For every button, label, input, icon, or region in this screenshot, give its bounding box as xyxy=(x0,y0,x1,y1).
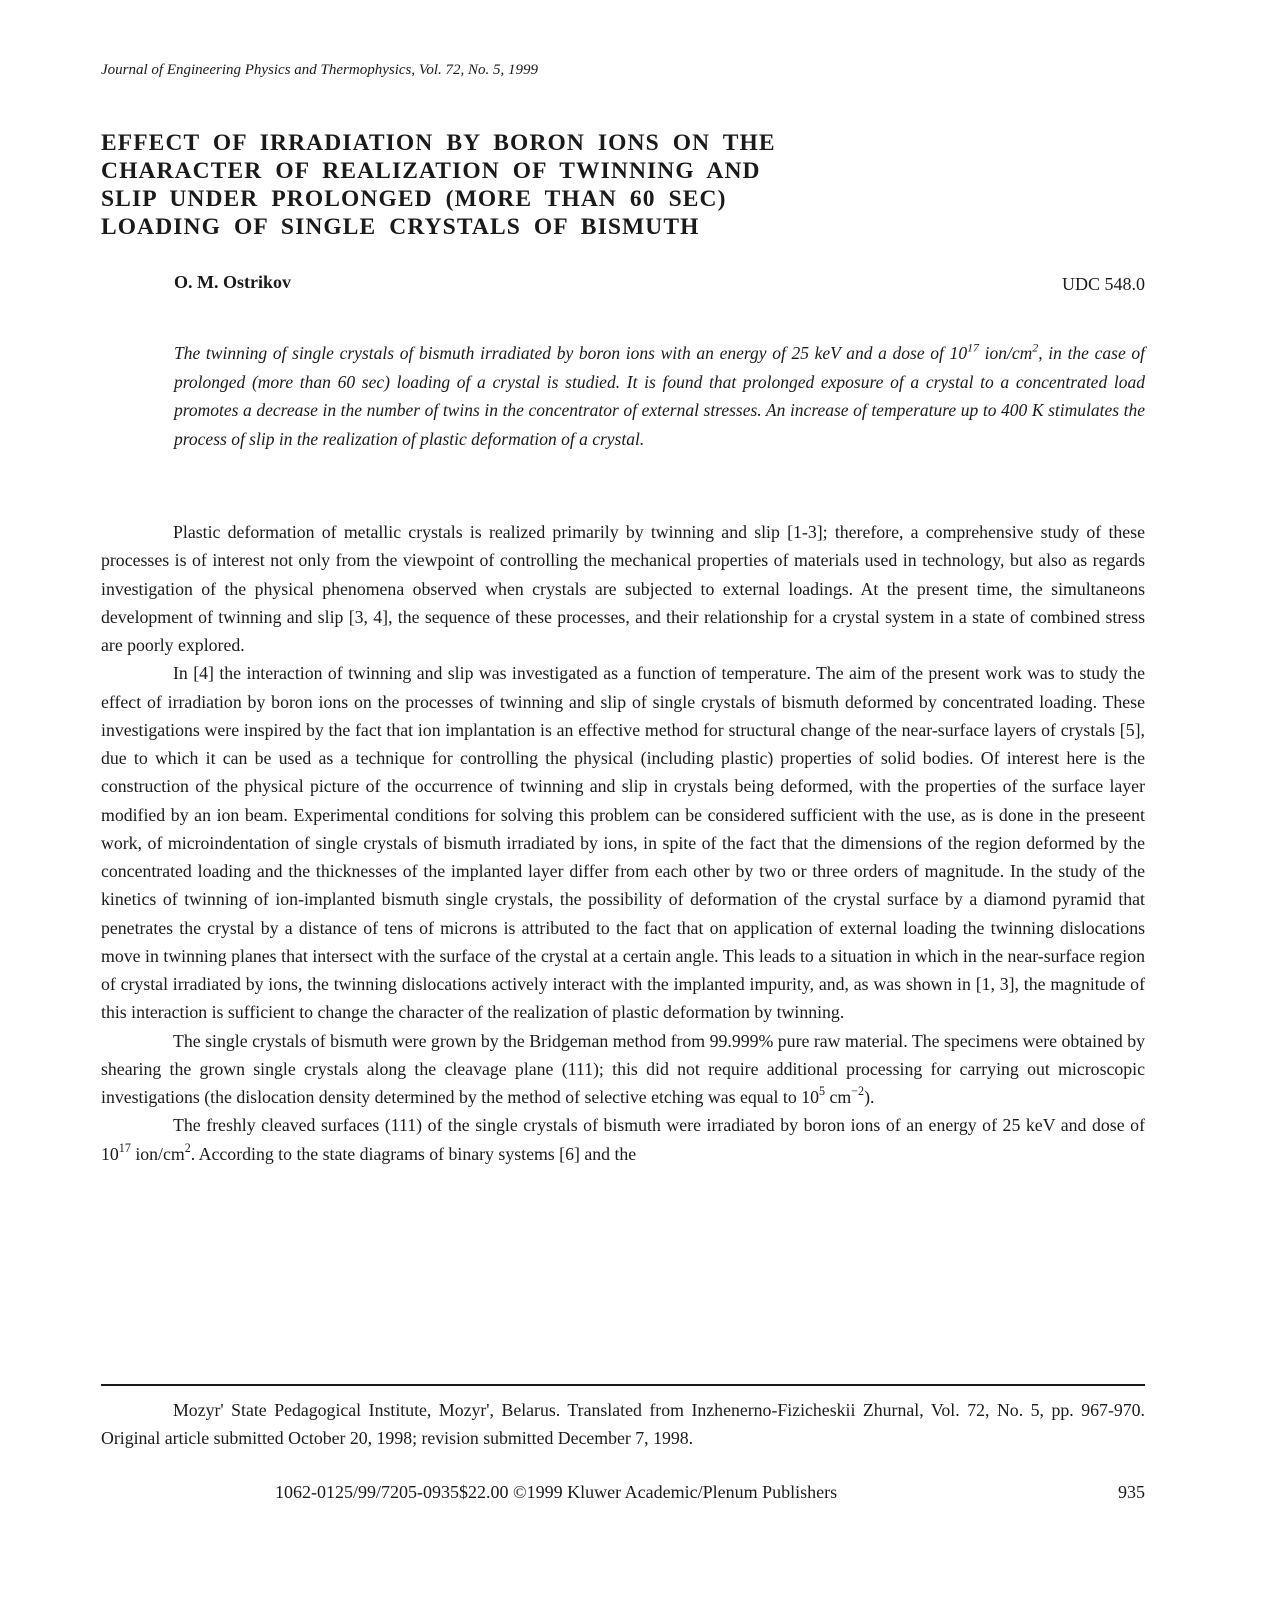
abstract-text: , in the case of prolonged (more than 60 sec) loading of a crystal is studied. It is found that prolonged exposure of a crystal to a concentrated load promotes a decrease in the number of twins in the concentrator of external stresses. An increase of temperature up to 400 K stimulates the process of slip in the realization of plastic deformation of a crystal. xyxy=(174,343,1145,449)
title-line: EFFECT OF IRRADIATION BY BORON IONS ON THE xyxy=(101,130,776,156)
superscript: 5 xyxy=(819,1084,826,1099)
copyright-line: 1062-0125/99/7205-0935$22.00 ©1999 Kluwer Academic/Plenum Publishers xyxy=(275,1482,838,1502)
abstract xyxy=(174,339,1145,453)
paragraph-text: ). xyxy=(864,1087,875,1107)
paragraph-text: . According to the state diagrams of binary systems [6] and the xyxy=(190,1143,637,1164)
page-number: 935 xyxy=(1118,1482,1145,1502)
body-paragraph xyxy=(101,1111,1145,1168)
affiliation-footnote: Mozyr' State Pedagogical Institute, Mozyr', Belarus. Translated from Inzhenerno-Fizicheskii Zhurnal, Vol. 72, No. 5, pp. 967-970. Original article submitted October 20, 1998; revision submitted December 7, 1998. xyxy=(101,1400,1145,1448)
title-line: SLIP UNDER PROLONGED (MORE THAN 60 SEC) xyxy=(101,186,727,212)
body-paragraph xyxy=(101,1027,1145,1112)
journal-citation: Journal of Engineering Physics and Thermophysics, Vol. 72, No. 5, 1999 xyxy=(101,62,539,78)
superscript: 2 xyxy=(1032,340,1039,355)
title-line: LOADING OF SINGLE CRYSTALS OF BISMUTH xyxy=(101,214,700,240)
paragraph-text: ion/cm xyxy=(130,1143,185,1164)
article-body xyxy=(101,518,1145,1168)
footnote-divider xyxy=(101,1384,1145,1386)
udc-code: UDC 548.0 xyxy=(1061,274,1145,294)
abstract-text: ion/cm xyxy=(978,343,1033,363)
superscript: 17 xyxy=(118,1140,131,1155)
body-paragraph: In [4] the interaction of twinning and slip was investigated as a function of temperature. The aim of the present work was to study the effect of irradiation by boron ions on the processes of twinning and slip of single crystals of bismuth deformed by concentrated loading. These investigations were inspired by the fact that ion implantation is an effective method for structural change of the near-surface layers of crystals [5], due to which it can be used as a technique for controlling the physical (including plastic) properties of solid bodies. Of interest here is the construction of the physical picture of the occurrence of twinning and slip in crystals being deformed, with the properties of the surface layer modified by an ion beam. Experimental conditions for solving this problem can be considered sufficient with the use, as is done in the preseent work, of microindentation of single crystals of bismuth irradiated by ions, in spite of the fact that the dimensions of the region deformed by the concentrated loading and the thicknesses of the implanted layer differ from each other by two or three orders of magnitude. In the study of the kinetics of twinning of ion-implanted bismuth single crystals, the possibility of deformation of the crystal surface by a diamond pyramid that penetrates the crystal by a distance of tens of microns is attributed to the fact that on application of external loading the twinning dislocations move in twinning planes that intersect with the surface of the crystal at a certain angle. This leads to a situation in which in the near-surface region of crystal irradiated by ions, the twinning dislocations actively interact with the implanted impurity, and, as was shown in [1, 3], the magnitude of this interaction is sufficient to change the character of the realization of plastic deformation by twinning. xyxy=(101,663,1145,1023)
paragraph-text: The freshly cleaved surfaces (111) of the single crystals of bismuth were irradiated by boron ions of an energy of 25 keV and dose of 10 xyxy=(101,1115,1145,1164)
paragraph-text: The single crystals of bismuth were grown by the Bridgeman method from 99.999% pure raw material. The specimens were obtained by shearing the grown single crystals along the cleavage plane (111); this did not require additional processing for carrying out microscopic investigations (the dislocation density determined by the method of selective etching was equal to 10 xyxy=(101,1030,1145,1107)
author-name: O. M. Ostrikov xyxy=(174,272,291,292)
article-title xyxy=(101,129,861,241)
body-paragraph: Plastic deformation of metallic crystals is realized primarily by twinning and slip [1-3]; therefore, a comprehensive study of these processes is of interest not only from the viewpoint of controlling the mechanical properties of materials used in technology, but also as regards investigation of the physical phenomena observed when crystals are subjected to external loadings. At the present time, the simultaneons development of twinning and slip [3, 4], the sequence of these processes, and their relationship for a crystal system in a state of combined stress are poorly explored. xyxy=(101,522,1145,655)
superscript: 17 xyxy=(967,340,979,355)
superscript: 2 xyxy=(184,1140,191,1155)
abstract-text: The twinning of single crystals of bismuth irradiated by boron ions with an energy of 25 keV and a dose of 10 xyxy=(174,343,968,363)
paragraph-text: cm xyxy=(825,1087,852,1107)
superscript: −2 xyxy=(851,1084,865,1099)
title-line: CHARACTER OF REALIZATION OF TWINNING AND xyxy=(101,158,761,184)
